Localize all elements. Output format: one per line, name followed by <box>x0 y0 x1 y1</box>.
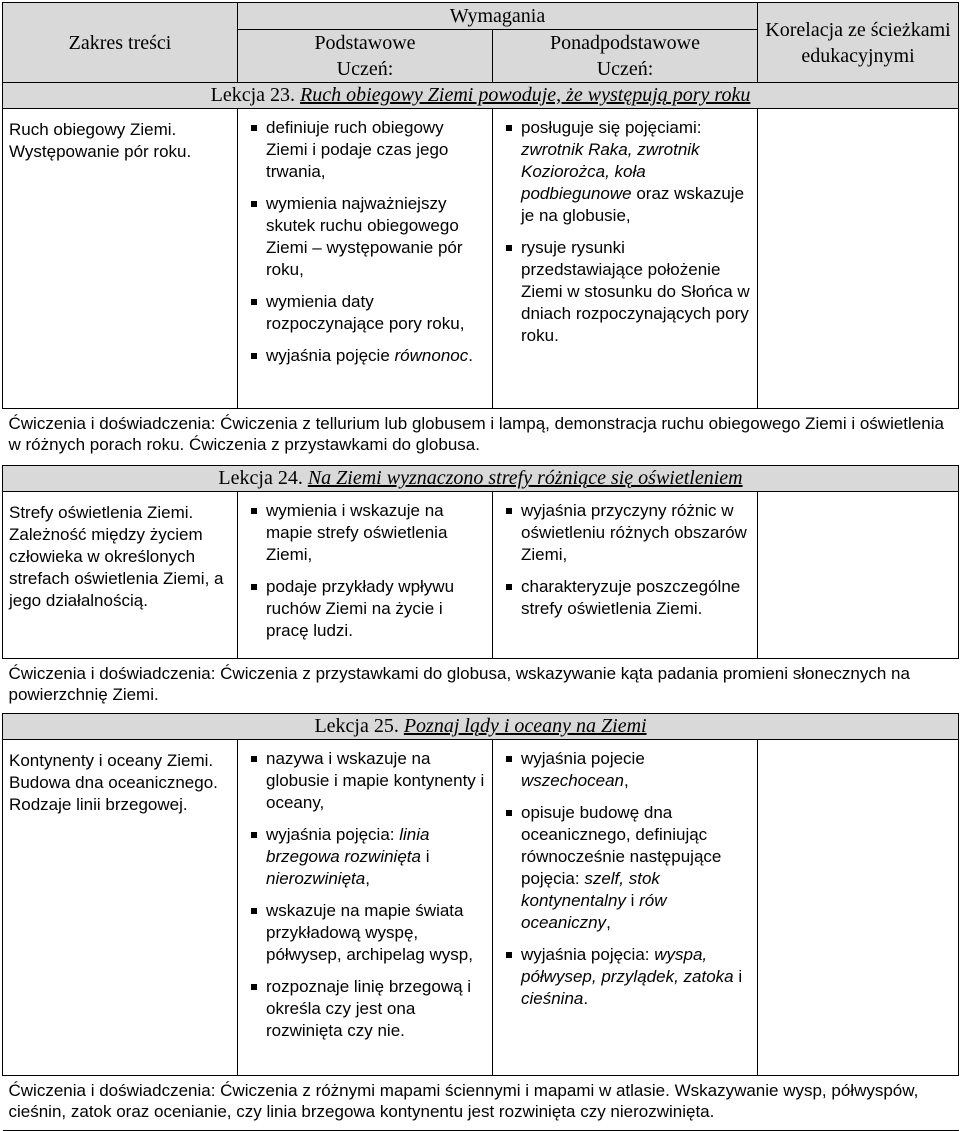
lesson-content-row <box>3 109 959 409</box>
requirement-text: , <box>606 913 611 932</box>
requirement-text: wyjaśnia pojęcie <box>266 346 395 365</box>
header-advanced-sub: Uczeń: <box>493 56 758 83</box>
requirement-item <box>499 748 751 792</box>
lesson-title-text: Poznaj lądy i oceany na Ziemi <box>403 715 647 737</box>
lesson-title <box>3 714 959 740</box>
requirement-text: wymienia i wskazuje na mapie strefy oświetlenia Ziemi, <box>266 501 448 564</box>
header-topic: Zakres treści <box>3 3 238 83</box>
lesson-title-text: Na Ziemi wyznaczono strefy różniące się oświetleniem <box>307 467 743 489</box>
basic-requirements-cell <box>238 492 493 659</box>
requirement-item <box>244 748 486 814</box>
lesson-header-row <box>3 83 959 109</box>
requirement-item <box>499 944 751 1010</box>
header-basic: Podstawowe <box>238 30 493 57</box>
correlation-cell <box>758 740 959 1076</box>
lesson-title <box>3 83 959 109</box>
requirement-text: , <box>624 771 629 790</box>
basic-requirements-list <box>238 740 492 1058</box>
lesson-number: Lekcja 24. <box>218 467 303 489</box>
requirement-text: wskazuje na mapie świata przykładową wyspę, półwysep, archipelag wysp, <box>266 901 473 964</box>
requirement-item <box>244 900 486 966</box>
requirement-text: wyjaśnia pojęcia: <box>266 825 400 844</box>
lesson-title-text: Ruch obiegowy Ziemi powoduje, że występują pory roku <box>300 84 751 106</box>
lesson-content-row <box>3 492 959 659</box>
header-advanced: Ponadpodstawowe <box>493 30 758 57</box>
requirement-text: rysuje rysunki przedstawiające położenie Ziemi w stosunku do Słońca w dniach rozpoczynających pory roku. <box>521 238 750 345</box>
requirement-text: podaje przykłady wpływu ruchów Ziemi na życie i pracę ludzi. <box>266 577 455 640</box>
requirement-item <box>244 291 486 335</box>
lesson-content-row <box>3 740 959 1076</box>
requirement-text: . <box>468 346 473 365</box>
advanced-requirements-cell <box>493 492 758 659</box>
header-basic-sub: Uczeń: <box>238 56 493 83</box>
advanced-requirements-cell <box>493 740 758 1076</box>
lesson-number: Lekcja 23. <box>210 84 296 106</box>
basic-requirements-list <box>238 492 492 658</box>
requirement-item <box>244 500 486 566</box>
basic-requirements-cell <box>238 740 493 1076</box>
requirement-text: nazywa i wskazuje na globusie i mapie kontynenty i oceany, <box>266 749 485 812</box>
advanced-requirements-cell <box>493 109 758 409</box>
term-italic: zwrotnik Raka, zwrotnik Koziorożca, koła podbiegunowe <box>521 140 700 203</box>
term-italic: wszechocean <box>521 771 625 790</box>
advanced-requirements-list <box>493 109 757 363</box>
lesson-header-row <box>3 714 959 740</box>
requirement-item <box>499 576 751 620</box>
correlation-cell <box>758 492 959 659</box>
correlation-cell <box>758 109 959 409</box>
lesson-header-row <box>3 466 959 492</box>
curriculum-table <box>2 2 959 1131</box>
requirement-item <box>244 976 486 1042</box>
requirement-text: definiuje ruch obiegowy Ziemi i podaje czas jego trwania, <box>266 118 449 181</box>
term-italic: linia brzegowa rozwinięta <box>266 825 430 866</box>
basic-requirements-list <box>238 109 492 383</box>
requirement-item <box>499 117 751 227</box>
term-italic: szelf, stok kontynentalny <box>521 869 660 910</box>
requirement-text: . <box>583 989 589 1008</box>
requirement-text: wyjaśnia pojecie <box>521 749 645 768</box>
advanced-requirements-list <box>493 492 757 636</box>
exercises-row <box>3 659 959 714</box>
requirement-item <box>244 193 486 281</box>
basic-requirements-cell <box>238 109 493 409</box>
requirement-text: wymienia daty rozpoczynające pory roku, <box>266 292 465 333</box>
requirement-text: i <box>625 891 640 910</box>
term-italic: nierozwinięta <box>266 869 366 888</box>
requirement-item <box>244 117 486 183</box>
requirement-item <box>244 576 486 642</box>
topic-cell: Strefy oświetlenia Ziemi. Zależność między życiem człowieka w określonych strefach oświetlenia Ziemi, a jego działalnością. <box>3 492 238 659</box>
term-italic: wyspa, półwysep, przylądek, zatoka <box>521 945 734 986</box>
requirement-item <box>499 237 751 347</box>
requirement-text: i <box>733 967 743 986</box>
requirement-text: wyjaśnia przyczyny różnic w oświetleniu różnych obszarów Ziemi, <box>521 501 747 564</box>
topic-cell: Ruch obiegowy Ziemi. Występowanie pór roku. <box>3 109 238 409</box>
lesson-title <box>3 466 959 492</box>
topic-cell: Kontynenty i oceany Ziemi. Budowa dna oceanicznego. Rodzaje linii brzegowej. <box>3 740 238 1076</box>
exercises-row <box>3 1076 959 1131</box>
header-requirements: Wymagania <box>238 3 758 30</box>
term-italic: cieśnina <box>521 989 584 1008</box>
requirement-text: wymienia najważniejszy skutek ruchu obiegowego Ziemi – występowanie pór roku, <box>266 194 463 279</box>
requirement-item <box>499 500 751 566</box>
exercises-text: Ćwiczenia i doświadczenia: Ćwiczenia z tellurium lub globusem i lampą, demonstracja ruchu obiegowego Ziemi i oświetlenia w różnych porach roku. Ćwiczenia z przystawkami do globusa. <box>3 409 959 466</box>
requirement-item <box>244 345 486 367</box>
requirement-text: wyjaśnia pojęcia: <box>521 945 655 964</box>
term-italic: równonoc <box>394 346 469 365</box>
header-correlation: Korelacja ze ścieżkami edukacyjnymi <box>758 3 959 83</box>
exercises-text: Ćwiczenia i doświadczenia: Ćwiczenia z różnymi mapami ściennymi i mapami w atlasie. Wskazywanie wysp, półwyspów, cieśnin, zatok oraz ocenianie, czy linia brzegowa kontynentu jest rozwinięta czy nierozwinięta. <box>3 1076 959 1131</box>
requirement-text: , <box>365 869 370 888</box>
advanced-requirements-list <box>493 740 757 1026</box>
requirement-text: oraz wskazuje je na globusie, <box>521 184 745 225</box>
requirement-text: i <box>420 847 430 866</box>
requirement-text: opisuje budowę dna oceanicznego, definiując równocześnie następujące pojęcia: <box>521 803 722 888</box>
requirement-item <box>244 824 486 890</box>
requirement-item <box>499 802 751 934</box>
term-italic: rów oceaniczny <box>521 891 667 932</box>
requirement-text: posługuje się pojęciami: <box>521 118 702 137</box>
lesson-number: Lekcja 25. <box>314 715 399 737</box>
requirement-text: charakteryzuje poszczególne strefy oświetlenia Ziemi. <box>521 577 741 618</box>
exercises-row <box>3 409 959 466</box>
exercises-text: Ćwiczenia i doświadczenia: Ćwiczenia z przystawkami do globusa, wskazywanie kąta padania promieni słonecznych na powierzchnię Ziemi. <box>3 659 959 714</box>
requirement-text: rozpoznaje linię brzegową i określa czy jest ona rozwinięta czy nie. <box>266 977 472 1040</box>
